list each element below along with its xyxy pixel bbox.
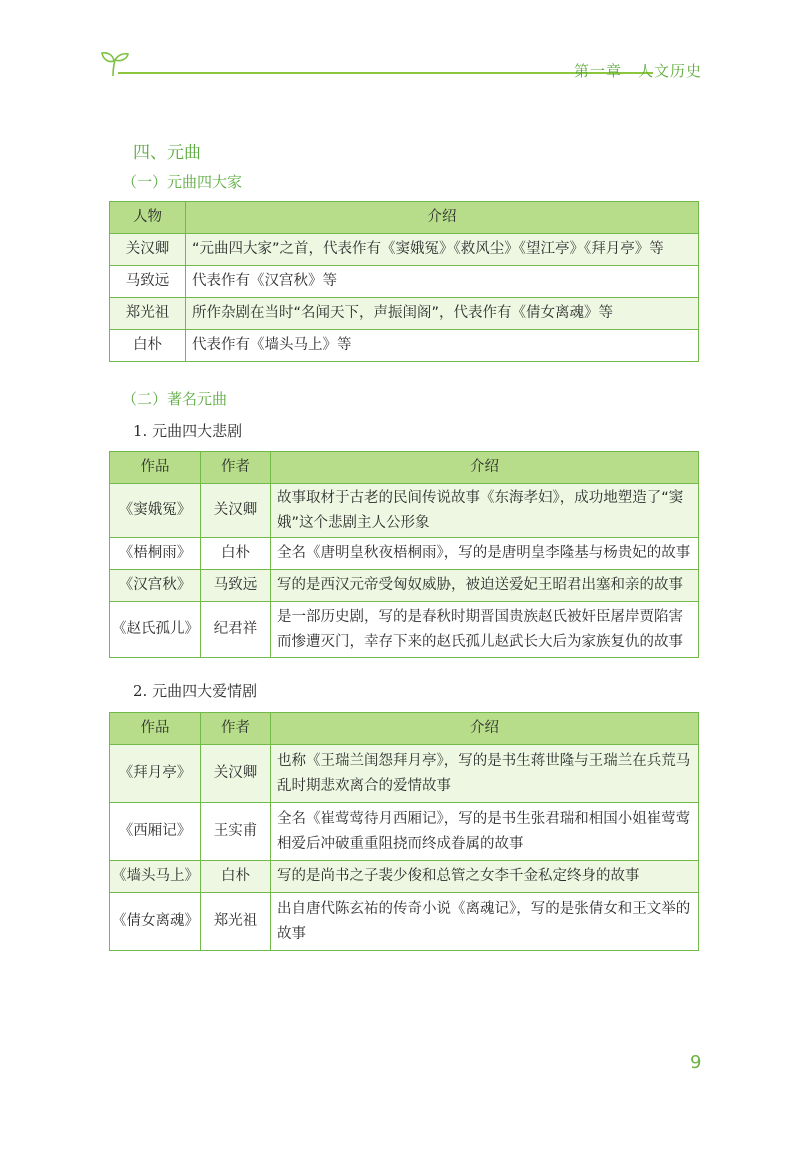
work-cell: 《赵氏孤儿》 [110, 602, 201, 658]
intro-cell: 全名《唐明皇秋夜梧桐雨》，写的是唐明皇李隆基与杨贵妃的故事 [271, 538, 699, 570]
person-cell: 马致远 [110, 266, 186, 298]
subsection-title-famous-works: （二）著名元曲 [122, 390, 228, 408]
work-cell: 《汉宫秋》 [110, 570, 201, 602]
intro-cell: 写的是西汉元帝受匈奴威胁，被迫送爱妃王昭君出塞和亲的故事 [271, 570, 699, 602]
column-header: 介绍 [271, 713, 699, 745]
work-cell: 《西厢记》 [110, 803, 201, 861]
header-rule [118, 72, 653, 74]
table-row [110, 861, 699, 893]
column-header: 人物 [110, 202, 186, 234]
subsection-title-four-masters: （一）元曲四大家 [122, 173, 243, 191]
table-row [110, 602, 699, 658]
tragedies-table [109, 451, 699, 658]
column-header: 作品 [110, 452, 201, 484]
work-cell: 《墙头马上》 [110, 861, 201, 893]
love-dramas-table [109, 712, 699, 951]
intro-cell: 是一部历史剧，写的是春秋时期晋国贵族赵氏被奸臣屠岸贾陷害而惨遭灭门，幸存下来的赵氏孤儿赵武长大后为家族复仇的故事 [271, 602, 699, 658]
person-cell: 郑光祖 [110, 298, 186, 330]
person-cell: 关汉卿 [110, 234, 186, 266]
table-row [110, 893, 699, 951]
chapter-title: 第一章 人文历史 [573, 62, 702, 80]
tragedies-title: 1. 元曲四大悲剧 [133, 422, 243, 440]
intro-cell: 代表作有《墙头马上》等 [186, 330, 699, 362]
author-cell: 王实甫 [201, 803, 271, 861]
table-row [110, 570, 699, 602]
table-header-row [110, 713, 699, 745]
intro-cell: 出自唐代陈玄祐的传奇小说《离魂记》，写的是张倩女和王文举的故事 [271, 893, 699, 951]
person-cell: 白朴 [110, 330, 186, 362]
table-row [110, 484, 699, 538]
column-header: 介绍 [271, 452, 699, 484]
table-row [110, 234, 699, 266]
work-cell: 《梧桐雨》 [110, 538, 201, 570]
intro-cell: 也称《王瑞兰闺怨拜月亭》，写的是书生蒋世隆与王瑞兰在兵荒马乱时期悲欢离合的爱情故事 [271, 745, 699, 803]
table-row [110, 266, 699, 298]
four-masters-table [109, 201, 699, 362]
author-cell: 关汉卿 [201, 484, 271, 538]
intro-cell: 全名《崔莺莺待月西厢记》，写的是书生张君瑞和相国小姐崔莺莺相爱后冲破重重阻挠而终成眷属的故事 [271, 803, 699, 861]
page-header [100, 46, 702, 86]
table-row [110, 745, 699, 803]
intro-cell: 写的是尚书之子裴少俊和总管之女李千金私定终身的故事 [271, 861, 699, 893]
intro-cell: 所作杂剧在当时“名闻天下，声振闺阁”，代表作有《倩女离魂》等 [186, 298, 699, 330]
section-title: 四、元曲 [133, 143, 201, 163]
author-cell: 纪君祥 [201, 602, 271, 658]
table-row [110, 330, 699, 362]
table-row [110, 538, 699, 570]
table-header-row [110, 452, 699, 484]
column-header: 作者 [201, 713, 271, 745]
author-cell: 郑光祖 [201, 893, 271, 951]
table-row [110, 298, 699, 330]
work-cell: 《窦娥冤》 [110, 484, 201, 538]
intro-cell: “元曲四大家”之首，代表作有《窦娥冤》《救风尘》《望江亭》《拜月亭》等 [186, 234, 699, 266]
work-cell: 《拜月亭》 [110, 745, 201, 803]
column-header: 作品 [110, 713, 201, 745]
column-header: 介绍 [186, 202, 699, 234]
table-row [110, 803, 699, 861]
page-number: 9 [690, 1052, 702, 1073]
love-dramas-title: 2. 元曲四大爱情剧 [133, 682, 258, 700]
intro-cell: 代表作有《汉宫秋》等 [186, 266, 699, 298]
author-cell: 马致远 [201, 570, 271, 602]
work-cell: 《倩女离魂》 [110, 893, 201, 951]
author-cell: 关汉卿 [201, 745, 271, 803]
table-header-row [110, 202, 699, 234]
author-cell: 白朴 [201, 538, 271, 570]
column-header: 作者 [201, 452, 271, 484]
intro-cell: 故事取材于古老的民间传说故事《东海孝妇》，成功地塑造了“窦娥”这个悲剧主人公形象 [271, 484, 699, 538]
author-cell: 白朴 [201, 861, 271, 893]
